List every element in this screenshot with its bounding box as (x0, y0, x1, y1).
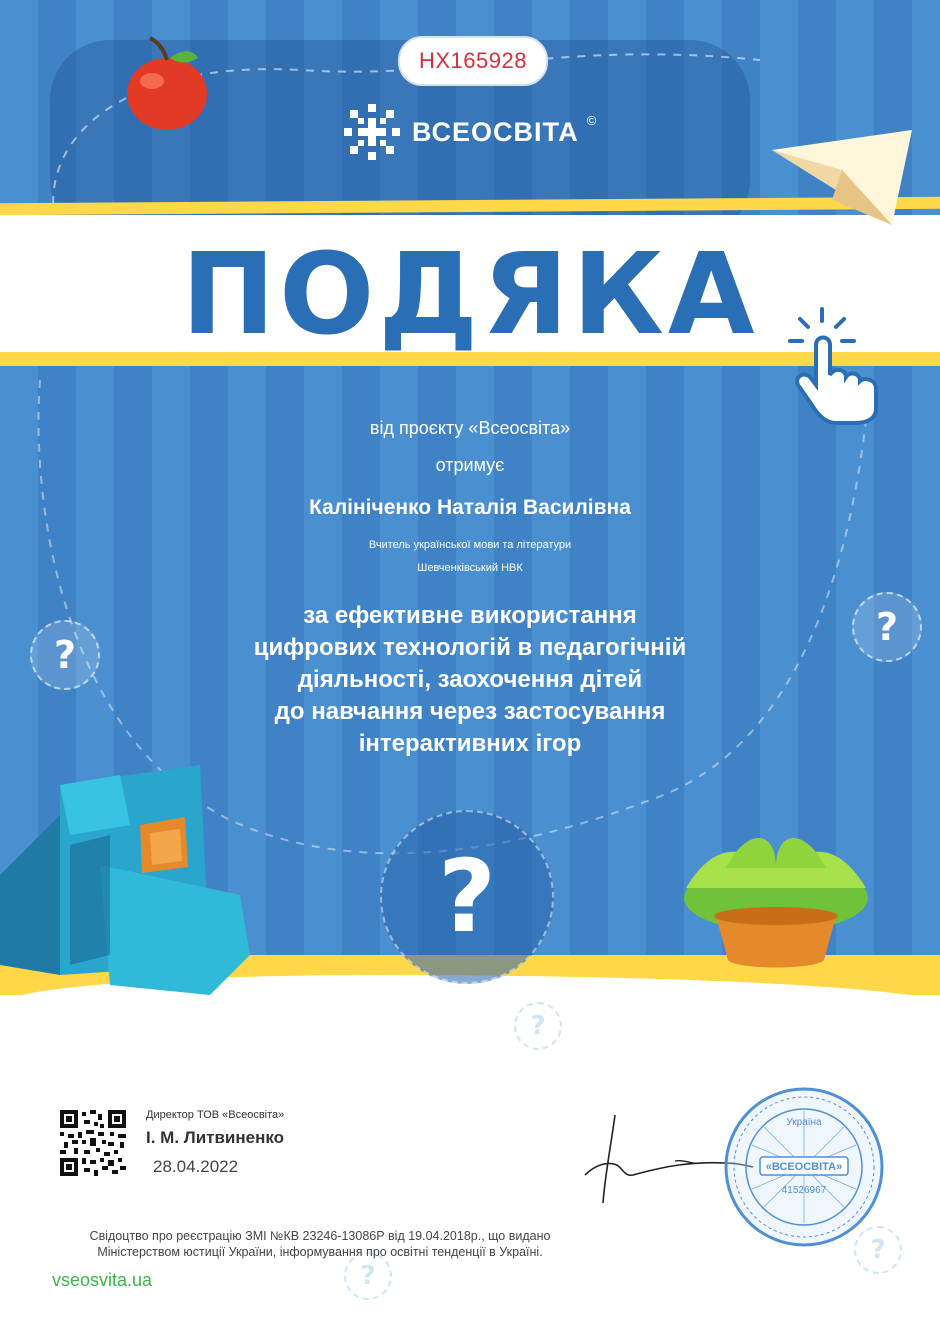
apple-icon (122, 36, 212, 132)
logo-text: ВСЕОСВІТА (412, 116, 579, 147)
award-reason-line: цифрових технологій в педагогічній (253, 634, 687, 661)
stamp-center-text: «ВСЕОСВІТА» (765, 1161, 843, 1173)
stamp-country-text: Україна (786, 1117, 822, 1128)
director-label: Директор ТОВ «Всеосвіта» (146, 1109, 285, 1121)
issue-date: 28.04.2022 (153, 1157, 239, 1176)
official-stamp (722, 1085, 886, 1249)
qr-code[interactable] (60, 1110, 126, 1176)
question-mark-icon: ? (30, 620, 100, 690)
award-reason (120, 600, 820, 760)
certificate-title: ПОДЯКА (181, 230, 759, 360)
from-text: від проєкту «Всеосвіта» (369, 418, 571, 438)
certificate-code-badge: HX165928 (398, 36, 548, 86)
logo (340, 100, 596, 164)
recipient-position: Вчитель української мови та літератури (368, 539, 572, 551)
logo-copyright-mark: © (586, 112, 597, 128)
question-mark-icon: ? (380, 810, 554, 984)
question-mark-icon: ? (852, 592, 922, 662)
recipient-school: Шевченківський НВК (417, 562, 523, 574)
registry-info (50, 1228, 590, 1260)
award-reason-line: за ефективне використання (303, 602, 637, 629)
paper-plane-icon (772, 130, 922, 230)
potted-plant-icon (676, 828, 876, 973)
award-reason-line: діяльності, заохочення дітей (297, 666, 643, 693)
director-name: І. М. Литвиненко (146, 1128, 285, 1147)
award-reason-line: до навчання через застосування (274, 698, 666, 725)
website-link[interactable]: vseosvita.ua (52, 1270, 153, 1290)
question-mark-icon: ? (344, 1252, 392, 1300)
question-mark-icon: ? (854, 1226, 902, 1274)
recipient-name: Калініченко Наталія Василівна (309, 496, 631, 519)
stamp-code-text: 41526967 (781, 1185, 827, 1196)
backpack-icon (0, 755, 260, 995)
question-mark-icon: ? (514, 1002, 562, 1050)
snowflake-logo-icon (340, 100, 404, 164)
award-reason-line: інтерактивних ігор (358, 730, 582, 757)
registry-line: Свідоцтво про реєстрацію ЗМІ №КВ 23246-13086Р від 19.04.2018р., що видано (89, 1229, 551, 1243)
registry-line: Міністерством юстиції України, інформування про освітні тенденції в Україні. (97, 1245, 543, 1259)
pointing-hand-icon (780, 305, 890, 425)
receives-text: отримує (435, 455, 505, 475)
